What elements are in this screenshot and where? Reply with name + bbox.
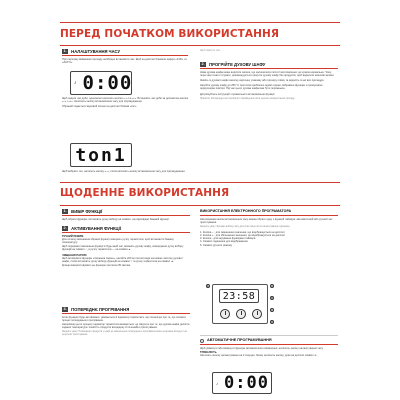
legend-item: 3. Кнопка : для керування функціями таймера [200, 237, 256, 241]
paragraph: Щоб обрати функцію, встановіть ручку вибору на символ, що відповідає бажаній функції. [62, 217, 170, 221]
section-title: ПОПЕРЕДНЄ ПРОГРІВАННЯ [71, 307, 130, 312]
section-time-setting [62, 49, 188, 64]
section-rule [200, 344, 338, 345]
section-number: 3. [63, 307, 67, 311]
section-number: 1. [63, 209, 67, 213]
tone-display [70, 143, 132, 167]
note: Зверніть увагу: Функцію вибору часу доступна лише після налаштування годинника. [200, 226, 291, 228]
section-header-daily: ЩОДЕННЕ ВИКОРИСТАННЯ [60, 187, 230, 199]
clock-display [70, 71, 132, 95]
section-title: ВИБІР ФУНКЦІЇ [71, 209, 103, 214]
timer-knob[interactable] [236, 309, 246, 319]
section-electronic-programmer [200, 209, 338, 247]
section-activate-function [62, 226, 190, 267]
header2-rule-top [60, 182, 340, 183]
section-title: АВТОМАТИЧНЕ ПРОГРАМУВАННЯ [207, 338, 272, 342]
section-preheat-intro: Щоб змінити час, ... [200, 49, 224, 52]
header2-rule-bottom [60, 205, 340, 206]
section-select-function [62, 209, 190, 221]
section-rule [200, 215, 338, 216]
programmer-digits: 23:58 [222, 290, 256, 302]
subheading: ТРИВАЛІСТЬ [200, 350, 217, 354]
section-title: НАЛАШТУВАННЯ ЧАСУ [71, 49, 121, 54]
section-rule [62, 313, 190, 314]
callout-label: C [271, 309, 273, 312]
tone-digits: ton1 [75, 144, 127, 166]
paragraph: Обраний подається звуковий сигнал на дисплеї блимає «ton» [62, 105, 137, 109]
section-number: 2. [201, 62, 205, 66]
callout-label: D [271, 321, 273, 324]
bell-icon: ♪ [216, 380, 218, 386]
paragraph: Нагрійте духову шафу до 250 °C протягом приблизно однієї години, вибравши функцію з примусовою циркуляцією повітря. Під час цього духова шафа має бути порожньою. [200, 84, 323, 91]
section-number: 2. [63, 226, 67, 230]
paragraph: Коли функцію буде активовано, увімкнеться й індикатор термостата, що сигналізує про те, що почався процес попереднього прогрівання. [62, 315, 186, 322]
time-instructions [62, 97, 188, 109]
paragraph: Натисніть кнопку налаштування на 2 секунди. Знову натисніть кнопку, доки на дисплеї символ ⊖. [200, 354, 318, 357]
legend-item: 4. Символ годинника для відображення [200, 240, 248, 244]
header-rule-top [60, 22, 340, 23]
callout-label: E [207, 285, 209, 288]
clock-icon [200, 339, 204, 343]
legend-item: 2. Кнопка + : для збільшення значення, що відображується на дисплеї [200, 234, 285, 237]
subheading: РУЧНИЙ РЕЖИМ [62, 234, 84, 238]
paragraph: При першому ввімкненні приладу необхідно встановити час. Щоб на дисплеї блимали цифри «0:00» та «AUTO». [62, 57, 187, 64]
callout-label: A [271, 285, 273, 288]
programmer-panel [212, 284, 268, 324]
paragraph: Натисканням кнопки встановлення часу можна обрати одну з функцій таймера: автоматичний або ручний час приготування. [200, 217, 333, 224]
paragraph: Краще використовувати цю функцію протягом 35 хвилин. [62, 264, 131, 268]
note: Зверніть увагу: Розміщення продуктів у шафі до завершення попереднього прогрівання може негативно вплинути на результат приготування. [62, 331, 187, 337]
duration-digits: 0:00 [224, 373, 269, 393]
section-title: ВИКОРИСТАННЯ ЕЛЕКТРОННОГО ПРОГРАМАТОРА [200, 209, 292, 213]
paragraph: Щоб активувати функцію «Чищення парою», налийте 200 мл питної води на нижню частину духової шафи, потім встановіть ручку вибору функцій на символ ≈ та ручку термостата на символ ▲. [62, 256, 183, 264]
legend-item: 5. Символ ручного режиму [200, 243, 233, 247]
subheading: ЧИЩЕННЯ ПАРОЮ [62, 253, 87, 257]
paragraph: Дотримуйтесь інструкцій з правильного встановлення функції. [200, 92, 276, 96]
section-rule [62, 55, 188, 56]
divider [200, 335, 338, 336]
button-legend [200, 231, 338, 247]
section-auto-programming [200, 338, 338, 357]
tone-instructions [62, 170, 188, 173]
plus-knob[interactable] [252, 309, 262, 319]
paragraph: Щоб перервати виконання функції в будь-який час, вимкніть духову шафу, повернувши ручку вибору функцій на символ ○, а ручку термостата — на символ ●. [62, 245, 184, 252]
section-title: ПРОГРІЙТЕ ДУХОВУ ШАФУ [209, 62, 266, 67]
minus-knob[interactable] [220, 309, 230, 319]
paragraph: Щоб вибрати тон, натисніть кнопку «–»; потім натисніть кнопку встановлення часу для підтвердження. [62, 170, 186, 173]
section-rule [62, 232, 190, 233]
paragraph: Для початку виконання обраної функції поверніть ручку термостата, щоб встановити бажану температуру. [62, 237, 174, 244]
section-title: АКТИВУВАННЯ ФУНКЦІЇ [71, 226, 121, 231]
paragraph: Щоб задати час доби, одночасно натисніть кнопки «–» та «+». Встановіть час доби за допомогою кнопок «–» і «+». Натисніть кнопку встановлення часу для підтвердження. [62, 97, 188, 104]
callout-label: B [271, 297, 273, 300]
paragraph: Щоб увімкнути або вимкнути функцію автоматичного вимкнення, натисніть кнопку налаштування часу. [200, 346, 324, 350]
page-title: ПЕРЕД ПОЧАТКОМ ВИКОРИСТАННЯ [60, 28, 280, 40]
header-rule-bottom [60, 45, 340, 46]
duration-display [212, 372, 272, 394]
section-preheating [62, 307, 190, 337]
paragraph: Зніміть із духової шафи захисну картонну упаковку або прозору плівку та видаліть із неї все приладдя. [200, 79, 325, 82]
clock-digits: 0:00 [82, 72, 133, 94]
legend-item: 1. Кнопка – : для зменшення значення, що відображується на дисплеї [200, 230, 285, 234]
section-number: 1. [63, 49, 67, 53]
section-rule [62, 215, 190, 216]
section-rule [200, 68, 338, 69]
programmer-display [219, 289, 259, 303]
bell-icon: ♪ [74, 80, 77, 86]
paragraph: Наприкінці цього процесу індикатор термостата вимкнеться, це свідчить про те, що духова шафа досягла заданої температури: помістіть продукти всередину й починайте приготування. [62, 323, 190, 330]
note: Примітка: Рекомендується провітрити приміщення після першого використання приладу. [200, 97, 295, 100]
section-preheat [200, 62, 338, 101]
paragraph: Нова духова шафа може виділяти запахи, що залишилися після її виготовлення; це цілком нормально. Тому, перш ніж почати готувати, рекомендується прогріти духову шафу без продуктів, щоб видалити можливі запахи. [200, 70, 335, 77]
